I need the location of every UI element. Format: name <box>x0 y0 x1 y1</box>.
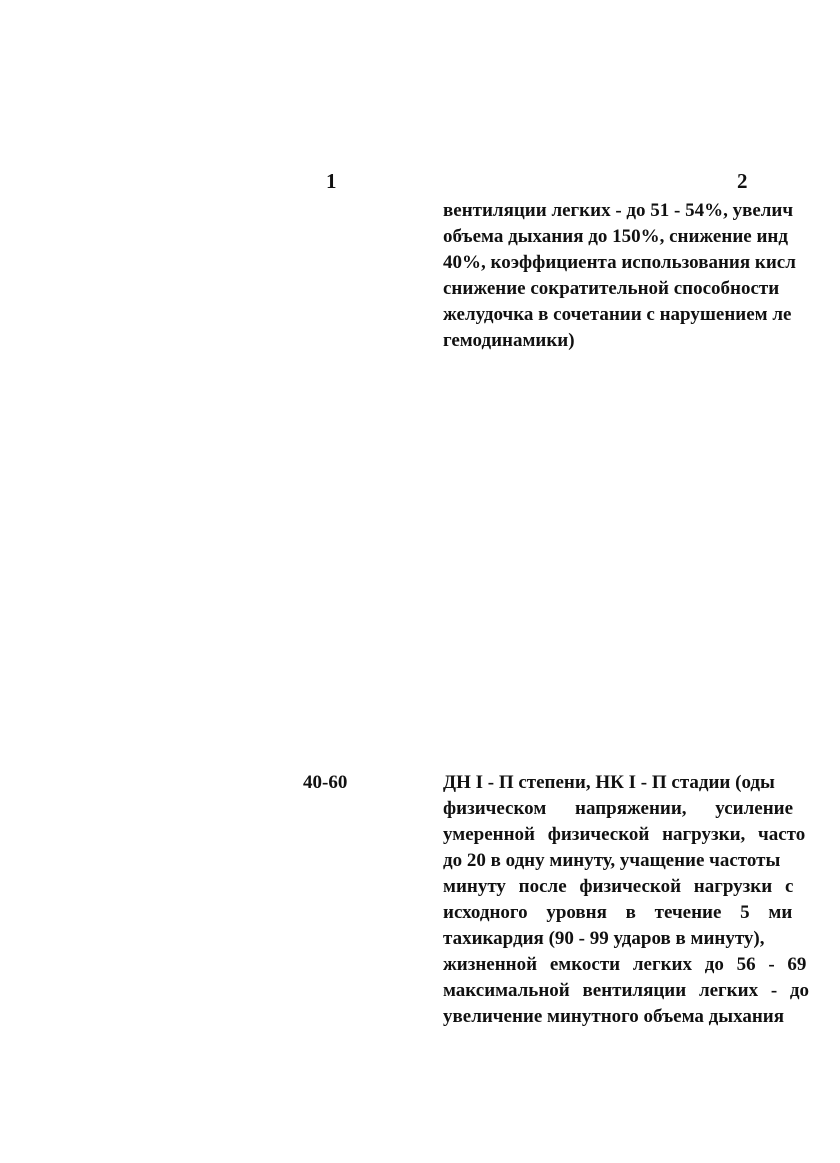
text-line: увеличение минутного объема дыхания <box>443 1006 785 1027</box>
text-line: ДН I - П степени, НК I - П стадии (оды <box>443 772 775 793</box>
text-line: тахикардия (90 - 99 ударов в минуту), <box>443 928 765 949</box>
text-line: 40%, коэффициента использования кисл <box>443 252 796 273</box>
text-line: желудочка в сочетании с нарушением ле <box>443 304 792 325</box>
text-line: минуту после физической нагрузки с <box>443 876 794 897</box>
text-line: гемодинамики) <box>443 330 575 351</box>
text-line: вентиляции легких - до 51 - 54%, увелич <box>443 200 794 221</box>
row-number-range: 40-60 <box>303 772 348 793</box>
text-line: умеренной физической нагрузки, часто <box>443 824 806 845</box>
text-line: исходного уровня в течение 5 ми <box>443 902 793 923</box>
text-line: физическом напряжении, усиление <box>443 798 794 819</box>
text-line: до 20 в одну минуту, учащение частоты <box>443 850 781 871</box>
column-header-number: 1 <box>326 169 337 193</box>
text-line: объема дыхания до 150%, снижение инд <box>443 226 788 247</box>
text-line: максимальной вентиляции легких - до <box>443 980 810 1001</box>
text-line: жизненной емкости легких до 56 - 69 <box>443 954 807 975</box>
text-line: снижение сократительной способности <box>443 278 780 299</box>
column-header-description: 2 <box>737 169 748 193</box>
